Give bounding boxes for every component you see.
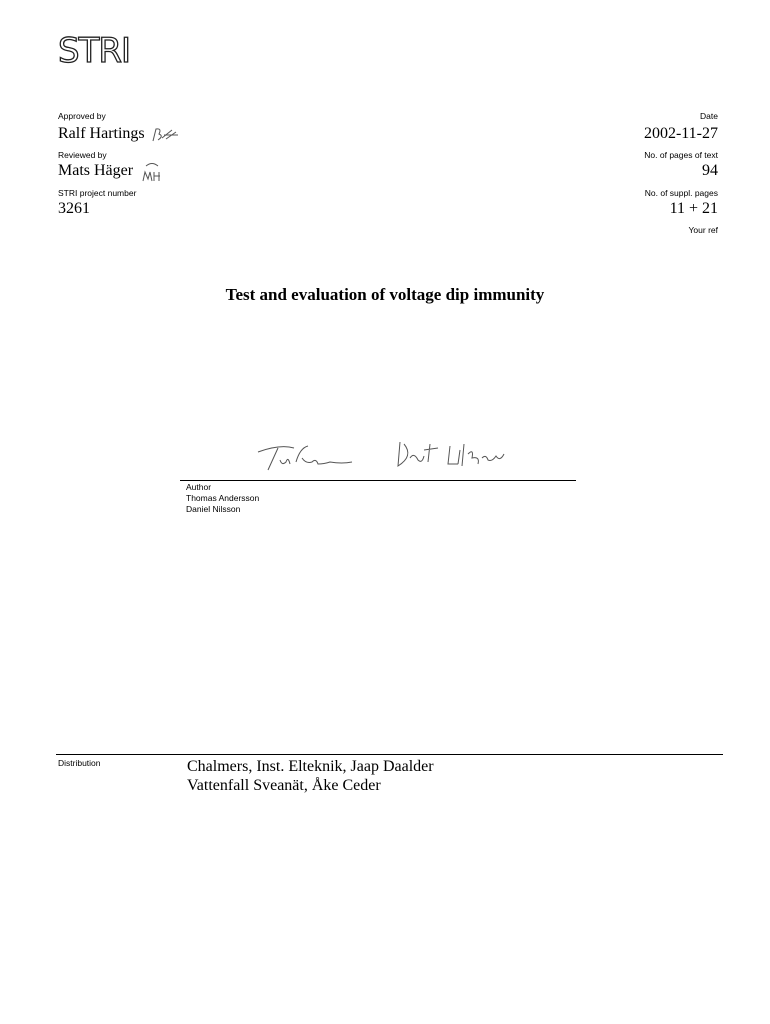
svg-text:STRI: STRI — [58, 32, 131, 66]
initials-ralf-hartings — [150, 126, 180, 144]
project-number-value: 3261 — [58, 200, 90, 217]
signature-thomas-andersson — [250, 438, 360, 474]
author-label: Author — [186, 482, 212, 492]
author-signature-line — [180, 480, 576, 481]
initials-mats-hager — [140, 160, 164, 184]
author-name: Thomas Andersson — [186, 493, 260, 503]
distribution-label: Distribution — [58, 758, 101, 768]
approved-by-label: Approved by — [58, 111, 106, 121]
distribution-line: Chalmers, Inst. Elteknik, Jaap Daalder — [187, 758, 434, 775]
suppl-pages-value: 11 + 21 — [669, 200, 718, 217]
stri-logo — [58, 32, 148, 66]
suppl-pages-label: No. of suppl. pages — [644, 188, 718, 198]
reviewed-by-label: Reviewed by — [58, 150, 107, 160]
reviewed-by-name: Mats Häger — [58, 162, 134, 179]
pages-of-text-label: No. of pages of text — [644, 150, 718, 160]
distribution-line: Vattenfall Sveanät, Åke Ceder — [187, 777, 381, 794]
date-value: 2002-11-27 — [643, 125, 718, 142]
date-label: Date — [700, 111, 718, 121]
project-number-label: STRI project number — [58, 188, 137, 198]
pages-of-text-value: 94 — [702, 162, 718, 179]
signature-daniel-nilsson — [394, 436, 514, 470]
your-ref-label: Your ref — [688, 225, 718, 235]
author-name: Daniel Nilsson — [186, 504, 241, 514]
document-title: Test and evaluation of voltage dip immunity — [225, 285, 545, 304]
approved-by-name: Ralf Hartings — [58, 125, 145, 142]
distribution-rule — [56, 754, 723, 755]
